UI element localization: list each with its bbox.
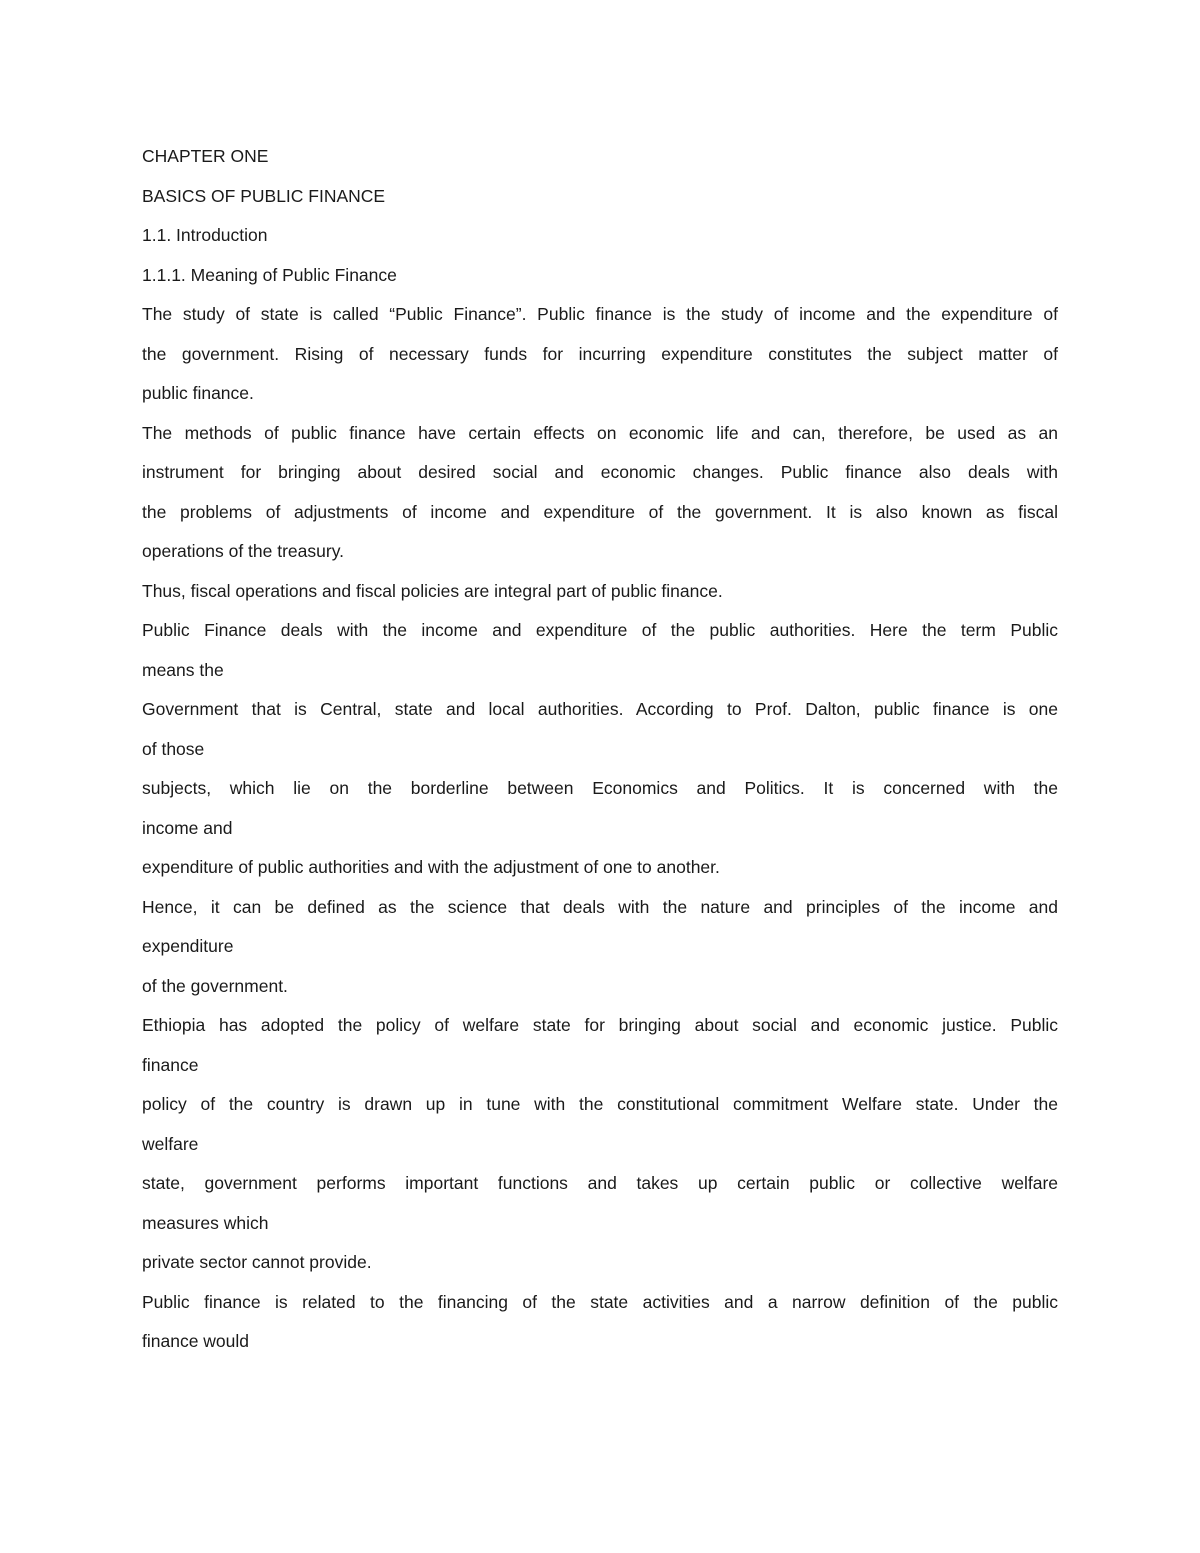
text-line: expenditure of public authorities and with the adjustment of one to another. — [142, 857, 720, 877]
text-line: public finance. — [142, 383, 254, 403]
document-body — [142, 142, 1058, 1367]
text-line: measures which — [142, 1212, 269, 1233]
chapter-title: BASICS OF PUBLIC FINANCE — [142, 185, 386, 206]
chapter-heading: CHAPTER ONE — [142, 146, 269, 166]
text-line: private sector cannot provide. — [142, 1252, 372, 1272]
text-line: The methods of public finance have certain effects on economic life and can, therefore, be used as an — [142, 422, 1058, 443]
text-line: finance would — [142, 1331, 250, 1351]
text-line: finance — [142, 1054, 199, 1075]
text-line: state, government performs important functions and takes up certain public or collective welfare — [142, 1173, 1058, 1193]
text-line: operations of the treasury. — [142, 541, 345, 561]
text-line: means the — [142, 659, 224, 680]
text-line: Government that is Central, state and local authorities. According to Prof. Dalton, public finance is one — [142, 699, 1058, 719]
text-line: the government. Rising of necessary funds for incurring expenditure constitutes the subject matter of — [142, 343, 1058, 364]
text-line: Hence, it can be defined as the science that deals with the nature and principles of the income and — [142, 896, 1058, 917]
text-line: Ethiopia has adopted the policy of welfare state for bringing about social and economic justice. Public — [142, 1015, 1058, 1035]
text-line: expenditure — [142, 936, 234, 956]
text-line: Public Finance deals with the income and expenditure of the public authorities. Here the term Public — [142, 620, 1058, 640]
text-line: policy of the country is drawn up in tune with the constitutional commitment Welfare state. Under the — [142, 1094, 1058, 1114]
text-line: welfare — [142, 1133, 199, 1154]
text-line: The study of state is called “Public Finance”. Public finance is the study of income and the expenditure of — [142, 304, 1058, 324]
subsection-heading: 1.1.1. Meaning of Public Finance — [142, 264, 397, 285]
text-line: income and — [142, 817, 233, 838]
text-line: instrument for bringing about desired social and economic changes. Public finance also deals with — [142, 462, 1058, 482]
text-line: Thus, fiscal operations and fiscal policies are integral part of public finance. — [142, 580, 723, 601]
section-heading: 1.1. Introduction — [142, 225, 268, 245]
text-line: of the government. — [142, 975, 288, 996]
text-line: the problems of adjustments of income and expenditure of the government. It is also known as fiscal — [142, 501, 1058, 522]
text-line: Public finance is related to the financing of the state activities and a narrow definition of the public — [142, 1291, 1058, 1312]
text-line: of those — [142, 738, 205, 759]
text-line: subjects, which lie on the borderline between Economics and Politics. It is concerned with the — [142, 778, 1058, 798]
